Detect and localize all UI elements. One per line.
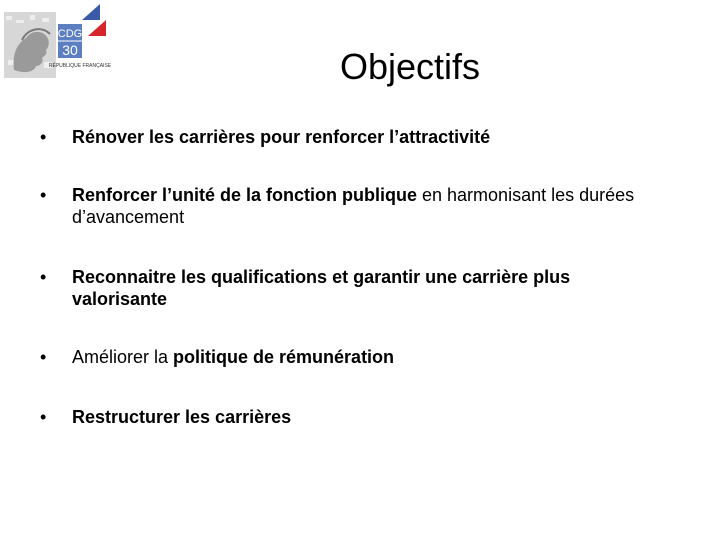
objective-item-4: [40, 346, 660, 368]
marianne-logo-graphic: [0, 0, 112, 84]
bullet-icon: •: [40, 347, 47, 367]
objective-4-normal-text: Améliorer la: [72, 347, 174, 367]
bullet-icon: •: [40, 185, 47, 205]
objective-2-bold-text: Renforcer l’unité de la fonction publique: [72, 185, 418, 205]
objective-item-5: [40, 406, 660, 428]
objectives-list: [40, 126, 660, 428]
logo-caption-text: RÉPUBLIQUE FRANÇAISE: [48, 63, 112, 69]
objective-3-text: Reconnaitre les qualifications et garantir une carrière plus valorisante: [72, 267, 571, 309]
objective-item-1: [40, 126, 660, 148]
objective-1-text: Rénover les carrières pour renforcer l’attractivité: [72, 127, 491, 147]
slide-title: Objectifs: [339, 46, 481, 87]
objective-4-bold-text: politique de rémunération: [173, 347, 395, 367]
cdg30-logo: [0, 0, 112, 84]
bullet-icon: •: [40, 407, 47, 427]
objective-item-3: [40, 266, 660, 310]
logo-number-text: 30: [62, 42, 78, 58]
logo-cdg-text: CDG: [57, 28, 83, 40]
objective-5-text: Restructurer les carrières: [72, 407, 292, 427]
objective-item-2: [40, 184, 660, 228]
bullet-icon: •: [40, 267, 47, 287]
objective-2-rest-text: en harmonisant les durées d’avancement: [72, 185, 635, 227]
bullet-icon: •: [40, 127, 47, 147]
